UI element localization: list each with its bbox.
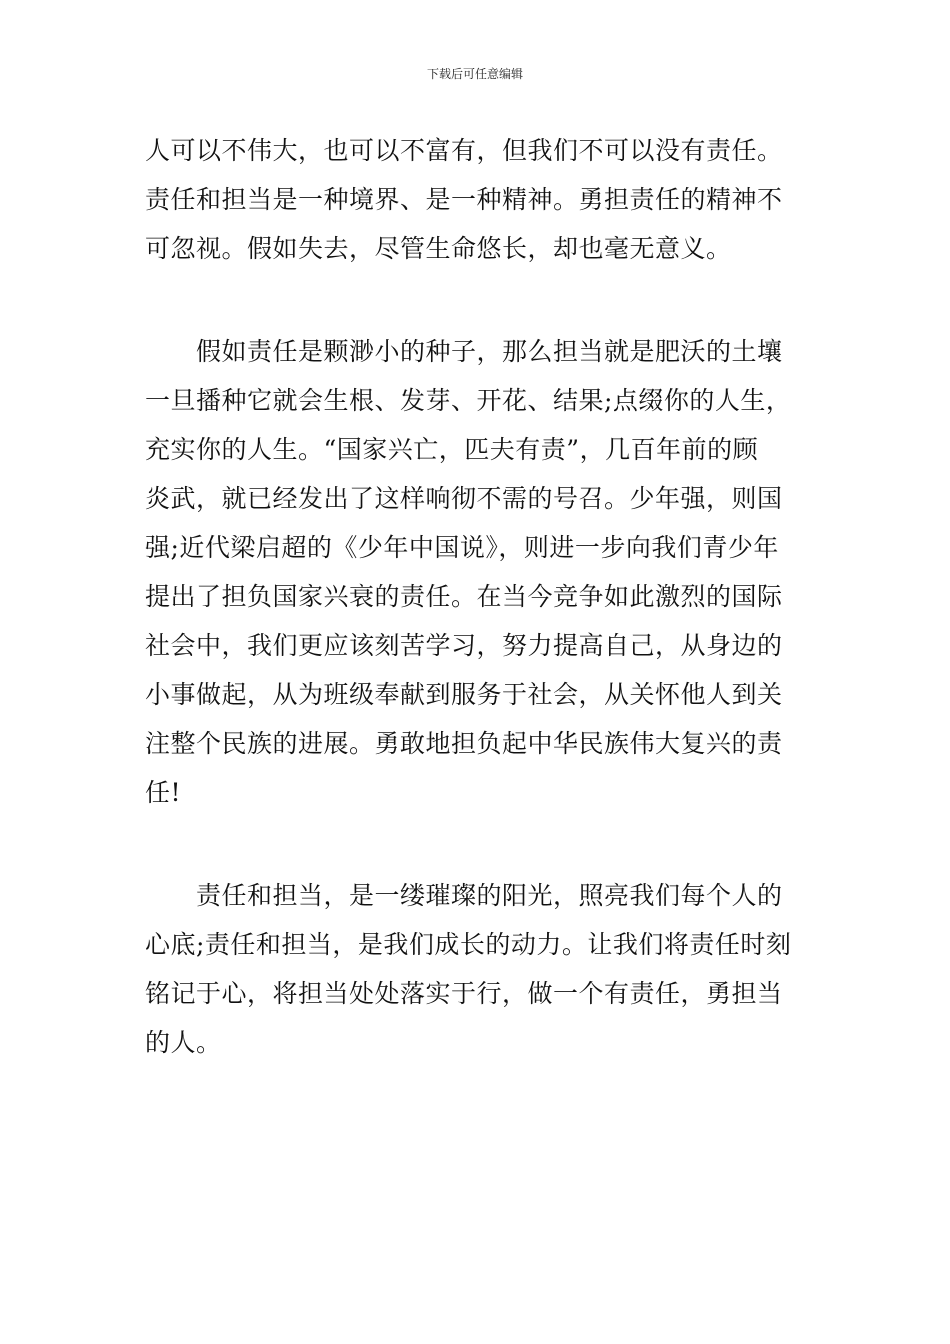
text-line: 人可以不伟大，也可以不富有，但我们不可以没有责任。 — [145, 136, 783, 165]
text-line: 提出了担负国家兴衰的责任。在当今竞争如此激烈的国际 — [145, 582, 783, 611]
text-line: 可忽视。假如失去，尽管生命悠长，却也毫无意义。 — [145, 234, 732, 263]
paragraph-2 — [145, 327, 810, 817]
text-line: 强;近代梁启超的《少年中国说》，则进一步向我们青少年 — [145, 533, 779, 562]
text-line: 假如责任是颗渺小的种子，那么担当就是肥沃的土壤 — [145, 337, 783, 366]
text-line: 小事做起，从为班级奉献到服务于社会，从关怀他人到关 — [145, 680, 783, 709]
paragraph-1 — [145, 126, 810, 273]
text-line: 注整个民族的进展。勇敢地担负起中华民族伟大复兴的责 — [145, 729, 783, 758]
text-line: 任! — [145, 778, 182, 807]
paragraph-gap — [145, 817, 810, 871]
text-line: 责任和担当，是一缕璀璨的阳光，照亮我们每个人的 — [145, 881, 783, 910]
paragraph-3 — [145, 871, 810, 1067]
text-line: 铭记于心，将担当处处落实于行，做一个有责任，勇担当 — [145, 979, 783, 1008]
text-line: 充实你的人生。“国家兴亡，匹夫有责”，几百年前的顾 — [145, 435, 759, 464]
paragraph-gap — [145, 273, 810, 327]
page-header: 下载后可任意编辑 — [426, 67, 523, 81]
text-line: 心底;责任和担当，是我们成长的动力。让我们将责任时刻 — [145, 930, 792, 959]
text-line: 的人。 — [145, 1028, 222, 1057]
text-line: 炎武，就已经发出了这样响彻不需的号召。少年强，则国 — [145, 484, 783, 513]
text-line: 社会中，我们更应该刻苦学习，努力提高自己，从身边的 — [145, 631, 783, 660]
text-line: 一旦播种它就会生根、发芽、开花、结果;点缀你的人生， — [145, 386, 792, 415]
document-body — [145, 126, 810, 1067]
text-line: 责任和担当是一种境界、是一种精神。勇担责任的精神不 — [145, 185, 783, 214]
